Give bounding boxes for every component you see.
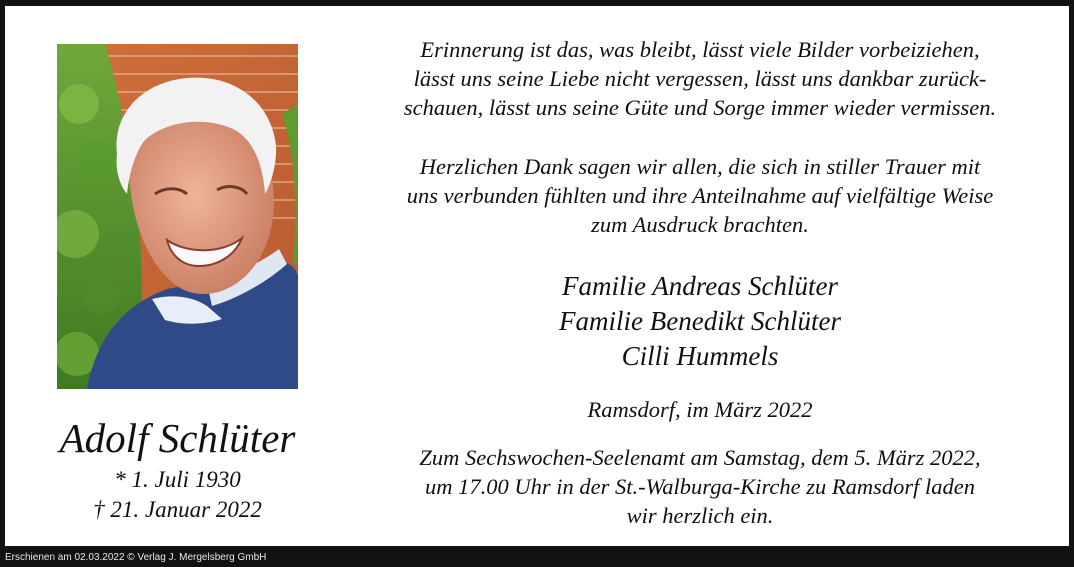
memorial-poem: [355, 35, 1045, 122]
birth-date: * 1. Juli 1930: [114, 467, 241, 492]
publication-footer: Erschienen am 02.03.2022 © Verlag J. Mergelsberg GmbH: [5, 552, 267, 563]
obituary-card: [5, 6, 1069, 546]
family-signatures: [355, 269, 1045, 374]
service-line: wir herzlich ein.: [626, 503, 774, 528]
portrait-photo: [57, 44, 298, 389]
poem-line: Erinnerung ist das, was bleibt, lässt viele Bilder vorbeiziehen,: [420, 37, 980, 62]
service-line: um 17.00 Uhr in der St.-Walburga-Kirche zu Ramsdorf laden: [425, 474, 975, 499]
thanks-line: zum Ausdruck brachten.: [591, 212, 809, 237]
thanks-line: uns verbunden fühlten und ihre Anteilnahme auf vielfältige Weise: [406, 183, 994, 208]
service-line: Zum Sechswochen-Seelenamt am Samstag, dem 5. März 2022,: [419, 445, 981, 470]
poem-line: lässt uns seine Liebe nicht vergessen, lässt uns dankbar zurück-: [413, 66, 987, 91]
service-announcement: [355, 443, 1045, 530]
thanks-line: Herzlichen Dank sagen wir allen, die sich in stiller Trauer mit: [419, 154, 981, 179]
death-date: † 21. Januar 2022: [93, 497, 262, 522]
family-name: Familie Benedikt Schlüter: [559, 306, 841, 336]
deceased-name: Adolf Schlüter: [59, 415, 296, 461]
thanks-paragraph: [355, 152, 1045, 239]
place-date-line: Ramsdorf, im März 2022: [587, 397, 813, 422]
family-name: Familie Andreas Schlüter: [562, 271, 838, 301]
family-name: Cilli Hummels: [621, 341, 779, 371]
place-and-date: [355, 395, 1045, 425]
poem-line: schauen, lässt uns seine Güte und Sorge immer wieder vermissen.: [403, 95, 997, 120]
